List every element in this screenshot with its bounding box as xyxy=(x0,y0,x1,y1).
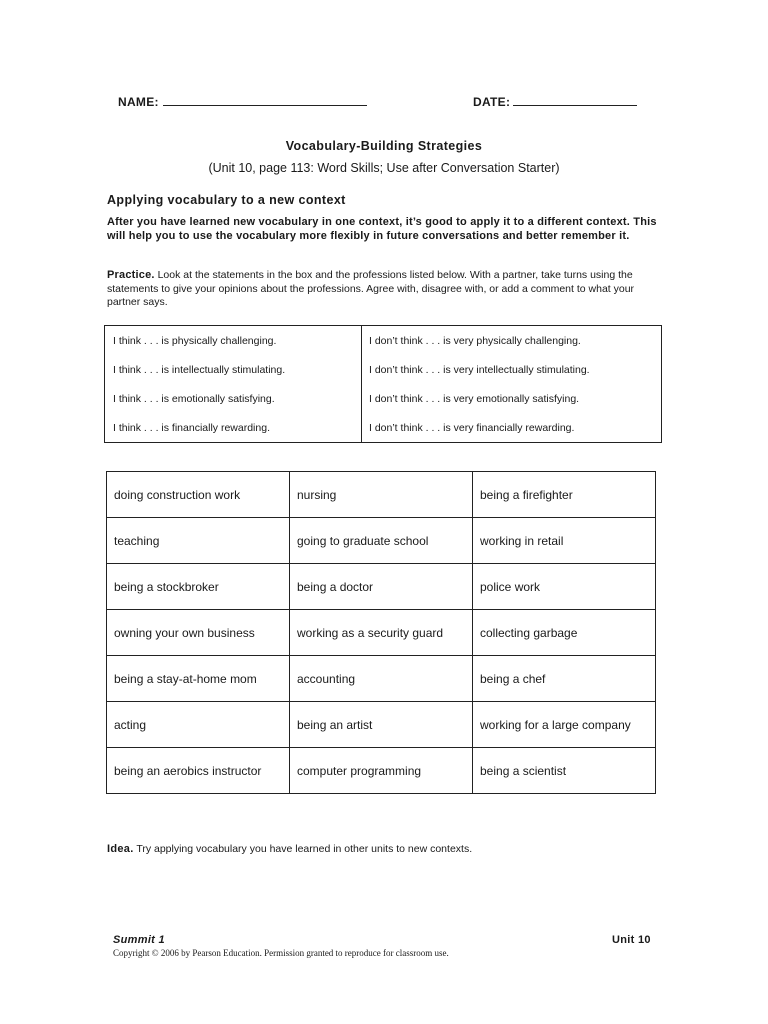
page-subtitle: (Unit 10, page 113: Word Skills; Use after Conversation Starter) xyxy=(208,161,560,175)
table-row xyxy=(107,748,656,794)
table-row xyxy=(107,518,656,564)
statement-right: I don’t think . . . is very physically challenging. xyxy=(369,335,581,347)
practice-text: Look at the statements in the box and the professions listed below. With a partner, take turns using the statements to give your opinions about the professions. Agree with, disagree with, or add a comment to what your partner says. xyxy=(107,269,635,308)
table-cell: being a chef xyxy=(473,656,656,702)
table-cell: working for a large company xyxy=(473,702,656,748)
statement-right: I don’t think . . . is very financially rewarding. xyxy=(369,422,575,434)
copyright-notice: Copyright © 2006 by Pearson Education. Permission granted to reproduce for classroom use. xyxy=(113,948,449,958)
table-cell: being a stay-at-home mom xyxy=(107,656,290,702)
practice-instructions xyxy=(107,269,667,310)
statement-right: I don’t think . . . is very emotionally satisfying. xyxy=(369,393,580,405)
name-label: NAME: xyxy=(118,95,159,109)
name-line xyxy=(163,105,367,106)
table-cell: owning your own business xyxy=(107,610,290,656)
table-row xyxy=(107,610,656,656)
practice-label: Practice. xyxy=(107,269,155,281)
table-cell: collecting garbage xyxy=(473,610,656,656)
table-row xyxy=(107,564,656,610)
professions-table xyxy=(106,471,656,794)
table-cell: working as a security guard xyxy=(290,610,473,656)
idea-label: Idea. xyxy=(107,843,134,855)
footer-unit: Unit 10 xyxy=(612,934,651,946)
table-cell: acting xyxy=(107,702,290,748)
table-row xyxy=(107,656,656,702)
table-cell: being a scientist xyxy=(473,748,656,794)
statement-left: I think . . . is financially rewarding. xyxy=(113,422,270,434)
statement-right: I don’t think . . . is very intellectually stimulating. xyxy=(369,364,590,376)
statement-left: I think . . . is physically challenging. xyxy=(113,335,277,347)
statements-box xyxy=(104,325,662,443)
table-cell: accounting xyxy=(290,656,473,702)
date-label: DATE: xyxy=(473,95,511,109)
table-cell: police work xyxy=(473,564,656,610)
idea-text: Try applying vocabulary you have learned in other units to new contexts. xyxy=(136,843,473,855)
table-cell: being a firefighter xyxy=(473,472,656,518)
footer-book: Summit 1 xyxy=(113,934,165,946)
statements-divider xyxy=(361,326,362,442)
date-line xyxy=(513,105,637,106)
table-cell: being a stockbroker xyxy=(107,564,290,610)
table-cell: working in retail xyxy=(473,518,656,564)
table-row xyxy=(107,472,656,518)
table-cell: going to graduate school xyxy=(290,518,473,564)
page-title: Vocabulary-Building Strategies xyxy=(285,139,483,153)
table-cell: computer programming xyxy=(290,748,473,794)
table-cell: being a doctor xyxy=(290,564,473,610)
table-cell: teaching xyxy=(107,518,290,564)
table-cell: doing construction work xyxy=(107,472,290,518)
idea-note xyxy=(107,843,472,855)
section-heading: Applying vocabulary to a new context xyxy=(107,193,346,207)
statement-left: I think . . . is intellectually stimulating. xyxy=(113,364,286,376)
statement-left: I think . . . is emotionally satisfying. xyxy=(113,393,275,405)
table-cell: being an aerobics instructor xyxy=(107,748,290,794)
table-cell: nursing xyxy=(290,472,473,518)
table-cell: being an artist xyxy=(290,702,473,748)
section-intro: After you have learned new vocabulary in one context, it’s good to apply it to a different context. This will help you to use the vocabulary more flexibly in future conversations and better remember it. xyxy=(107,216,657,242)
table-row xyxy=(107,702,656,748)
